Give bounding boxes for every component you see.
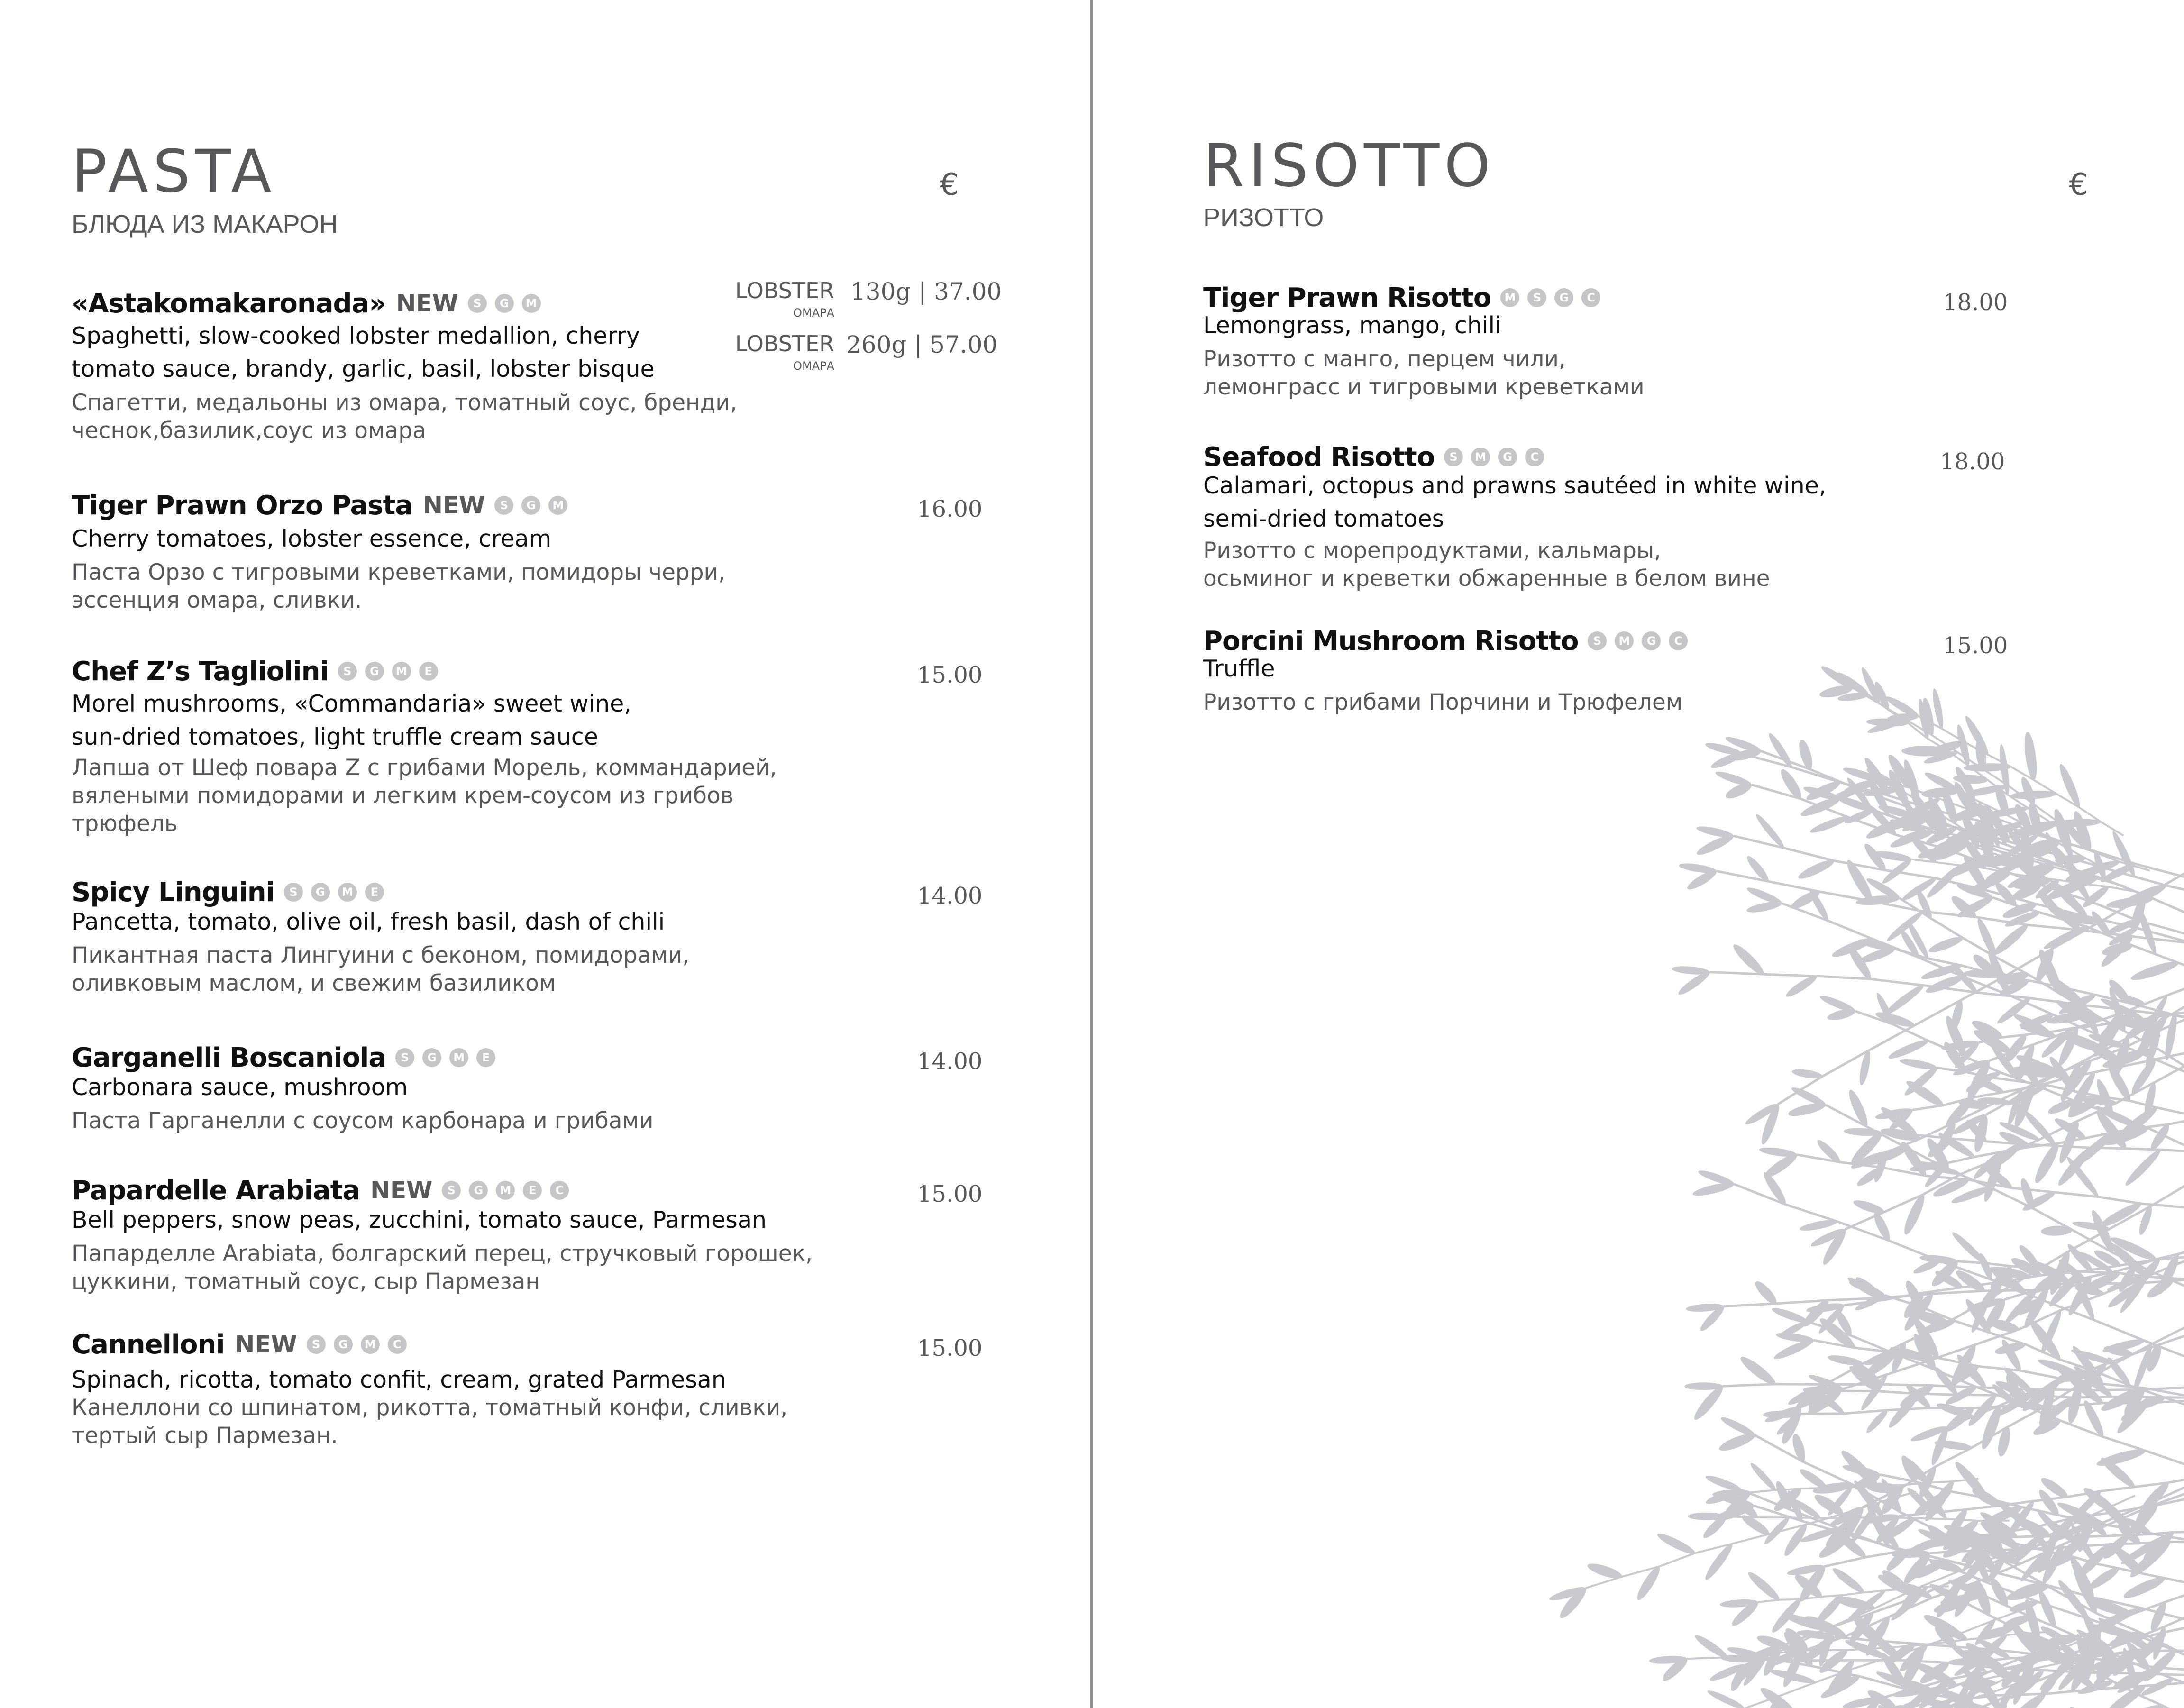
menu-item-name: Porcini Mushroom Risotto — [1203, 625, 1579, 657]
allergen-icon: S — [1588, 631, 1607, 650]
menu-item-name-row — [72, 654, 446, 688]
allergen-icons — [1500, 288, 1608, 307]
allergen-icon: M — [361, 1335, 380, 1354]
menu-item-description-en: Lemongrass, mango, chili — [1203, 312, 1501, 339]
allergen-icon: C — [1581, 288, 1600, 307]
foliage-decoration-icon — [1093, 0, 2184, 1708]
menu-item-name-row — [72, 1173, 577, 1207]
menu-item-price: 16.00 — [917, 496, 983, 522]
allergen-icon: G — [1554, 288, 1573, 307]
menu-item-description-ru: Лапша от Шеф повара Z с грибами Морель, коммандарией, вялеными помидорами и легким крем-соусом из грибов трюфель — [72, 755, 777, 837]
new-badge: NEW — [235, 1331, 297, 1358]
allergen-icon: S — [1444, 448, 1463, 466]
menu-item-name: Cannelloni — [72, 1329, 225, 1360]
menu-item-name-row — [1203, 624, 1696, 658]
allergen-icon: M — [1500, 288, 1519, 307]
menu-item-name-row — [72, 488, 576, 522]
menu-item-price: 15.00 — [917, 1335, 983, 1361]
pasta-page — [0, 0, 1090, 1708]
allergen-icons — [494, 496, 576, 515]
allergen-icons — [442, 1181, 577, 1200]
variant-sublabel: ОМАРА — [793, 359, 834, 373]
risotto-page — [1093, 0, 2184, 1708]
risotto-currency-symbol: € — [2069, 167, 2088, 202]
variant-sublabel: ОМАРА — [793, 306, 834, 320]
menu-item-description-en: Carbonara sauce, mushroom — [72, 1074, 408, 1101]
menu-item-description-ru: Спагетти, медальоны из омара, томатный соус, бренди, чеснок,базилик,соус из омара — [72, 390, 737, 444]
menu-item-name: Seafood Risotto — [1203, 441, 1435, 473]
allergen-icon: E — [523, 1181, 542, 1200]
allergen-icons — [1588, 631, 1696, 650]
allergen-icon: G — [334, 1335, 353, 1354]
allergen-icon: E — [365, 883, 384, 902]
menu-item-name-row — [72, 875, 392, 909]
menu-item-description-ru: Ризотто с грибами Порчини и Трюфелем — [1203, 689, 1683, 715]
menu-item-price: 14.00 — [917, 883, 983, 909]
menu-item-name-row — [72, 1327, 415, 1361]
menu-item-name: Papardelle Arabiata — [72, 1175, 360, 1206]
variant-price: 130g | 37.00 — [850, 278, 1002, 305]
allergen-icons — [307, 1335, 415, 1354]
allergen-icon: M — [338, 883, 357, 902]
allergen-icon: E — [419, 662, 438, 681]
menu-item-description-en: Spinach, ricotta, tomato confit, cream, grated Parmesan — [72, 1366, 726, 1393]
menu-item-description-ru: Паста Орзо с тигровыми креветками, помидоры черри, эссенция омара, сливки. — [72, 559, 726, 613]
menu-item-description-ru: Паста Гарганелли с соусом карбонара и грибами — [72, 1108, 654, 1134]
allergen-icon: C — [1525, 448, 1544, 466]
menu-item-description-ru: Папарделле Arabiata, болгарский перец, стручковый горошек, цуккини, томатный соус, сыр Пармезан — [72, 1241, 813, 1295]
allergen-icon: M — [522, 294, 541, 313]
menu-item-description-en: Truffle — [1203, 655, 1275, 682]
allergen-icon: G — [1498, 448, 1517, 466]
menu-item-description-ru: Ризотто с манго, перцем чили, лемонграсс и тигровыми креветками — [1203, 346, 1645, 400]
allergen-icon: S — [395, 1048, 414, 1067]
allergen-icons — [1444, 448, 1552, 466]
menu-item-price: 15.00 — [917, 1181, 983, 1207]
menu-item-name-row — [72, 286, 549, 320]
allergen-icon: G — [422, 1048, 441, 1067]
menu-item-name: Chef Z’s Tagliolini — [72, 656, 329, 687]
menu-item-price: 14.00 — [917, 1048, 983, 1075]
menu-item-name: Tiger Prawn Orzo Pasta — [72, 490, 413, 521]
allergen-icon: C — [550, 1181, 569, 1200]
variant-label: LOBSTER — [735, 331, 834, 356]
menu-item-price: 15.00 — [917, 662, 983, 688]
allergen-icon: M — [496, 1181, 515, 1200]
risotto-subtitle: РИЗОТТО — [1203, 203, 1324, 232]
allergen-icon: S — [284, 883, 303, 902]
allergen-icon: M — [1615, 631, 1634, 650]
menu-item-name: Spicy Linguini — [72, 877, 274, 908]
pasta-subtitle: БЛЮДА ИЗ МАКАРОН — [72, 210, 338, 238]
pasta-currency-symbol: € — [940, 167, 959, 202]
allergen-icon: S — [494, 496, 513, 515]
menu-item-description-en: Calamari, octopus and prawns sautéed in white wine, semi-dried tomatoes — [1203, 472, 1827, 532]
allergen-icon: S — [338, 662, 357, 681]
allergen-icons — [395, 1048, 503, 1067]
menu-item-price: 18.00 — [1940, 448, 2005, 475]
allergen-icons — [338, 662, 446, 681]
allergen-icon: G — [495, 294, 514, 313]
allergen-icon: M — [449, 1048, 468, 1067]
menu-item-description-en: Spaghetti, slow-cooked lobster medallion, cherry tomato sauce, brandy, garlic, basil, lobster bisque — [72, 322, 655, 383]
variant-price: 260g | 57.00 — [846, 331, 998, 358]
risotto-title: RISOTTO — [1203, 132, 1495, 200]
allergen-icon: G — [521, 496, 540, 515]
allergen-icon: G — [1642, 631, 1661, 650]
menu-item-name: «Astakomakaronada» — [72, 288, 386, 319]
menu-item-description-en: Bell peppers, snow peas, zucchini, tomato sauce, Parmesan — [72, 1206, 767, 1233]
menu-item-price: 18.00 — [1943, 289, 2008, 316]
page-divider — [1090, 0, 1093, 1708]
allergen-icon: G — [365, 662, 384, 681]
new-badge: NEW — [423, 492, 485, 519]
allergen-icon: M — [392, 662, 411, 681]
menu-item-description-en: Morel mushrooms, «Commandaria» sweet wine, sun-dried tomatoes, light truffle cream sauce — [72, 690, 631, 750]
allergen-icon: S — [1527, 288, 1546, 307]
allergen-icon: S — [442, 1181, 461, 1200]
allergen-icon: S — [307, 1335, 326, 1354]
allergen-icon: M — [548, 496, 567, 515]
menu-item-description-ru: Пикантная паста Лингуини с беконом, помидорами, оливковым маслом, и свежим базиликом — [72, 942, 690, 996]
menu-item-price: 15.00 — [1943, 632, 2008, 659]
allergen-icon: S — [468, 294, 487, 313]
menu-item-description-ru: Ризотто с морепродуктами, кальмары, осьминог и креветки обжаренные в белом вине — [1203, 538, 1770, 592]
new-badge: NEW — [396, 290, 458, 317]
allergen-icon: E — [476, 1048, 495, 1067]
allergen-icon: C — [1669, 631, 1688, 650]
allergen-icon: M — [1471, 448, 1490, 466]
new-badge: NEW — [370, 1177, 433, 1204]
menu-item-description-en: Pancetta, tomato, olive oil, fresh basil, dash of chili — [72, 908, 665, 935]
allergen-icons — [284, 883, 392, 902]
menu-item-description-en: Cherry tomatoes, lobster essence, cream — [72, 525, 552, 552]
allergen-icon: G — [469, 1181, 488, 1200]
allergen-icons — [468, 294, 549, 313]
allergen-icon: G — [311, 883, 330, 902]
menu-item-description-ru: Канеллони со шпинатом, рикотта, томатный конфи, сливки, тертый сыр Пармезан. — [72, 1395, 788, 1449]
menu-item-name-row — [72, 1041, 503, 1075]
menu-item-name: Tiger Prawn Risotto — [1203, 282, 1491, 313]
variant-label: LOBSTER — [735, 278, 834, 303]
allergen-icon: C — [388, 1335, 407, 1354]
pasta-title: PASTA — [72, 137, 276, 206]
menu-item-name: Garganelli Boscaniola — [72, 1042, 386, 1073]
